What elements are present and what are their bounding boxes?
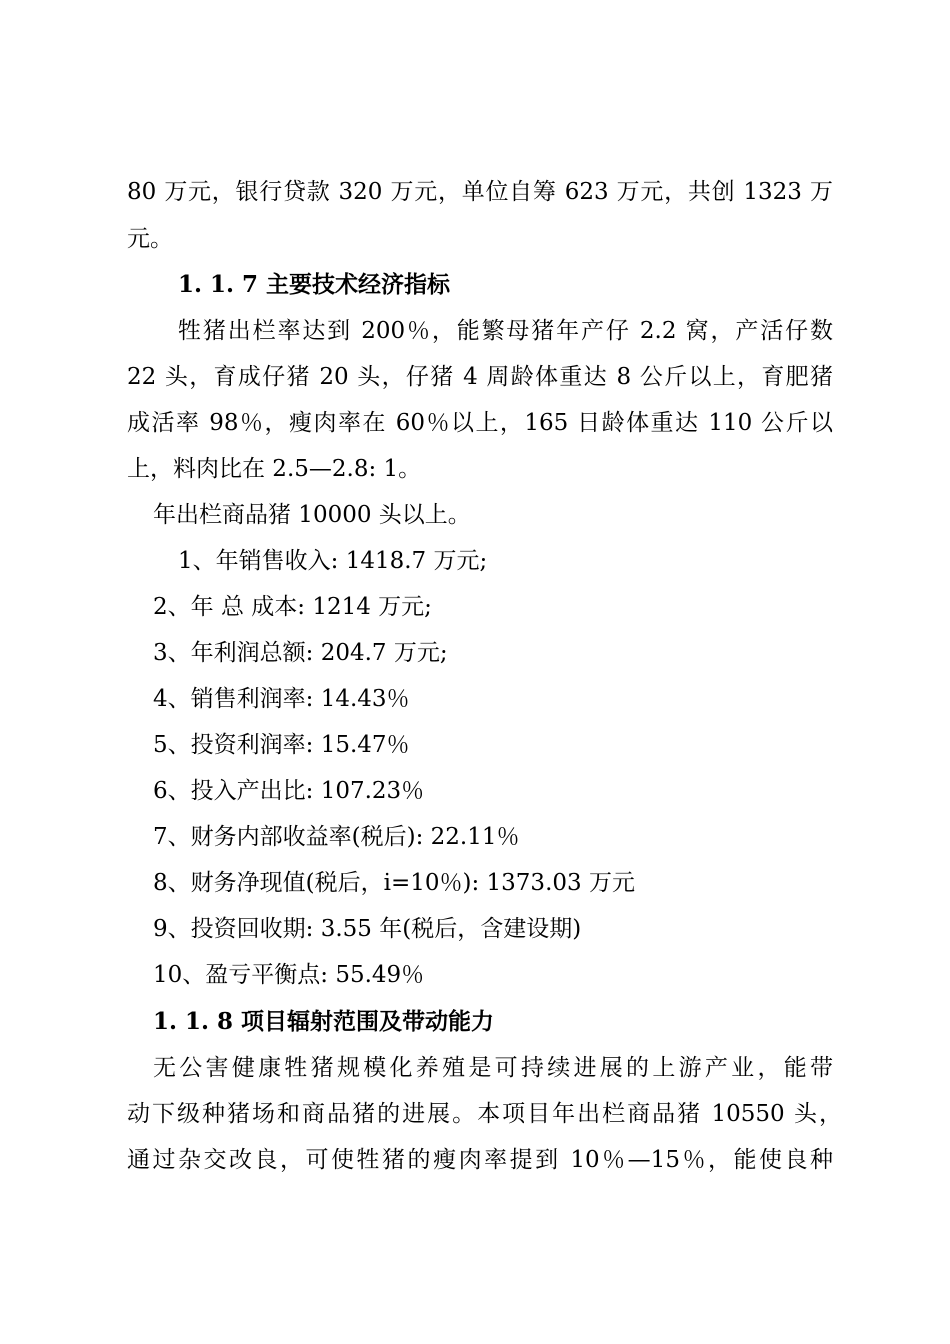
paragraph-line: 上，料肉比在 2.5—2.8: 1。 [127,456,422,482]
indicator-item: 8、财务净现值(税后，i=10％): 1373.03 万元 [153,870,635,896]
paragraph-line: 无公害健康牲猪规模化养殖是可持续进展的上游产业，能带 [153,1055,833,1081]
paragraph-line: 成活率 98％，瘦肉率在 60％以上，165 日龄体重达 110 公斤以 [127,410,833,436]
indicator-item: 7、财务内部收益率(税后): 22.11％ [153,824,520,850]
paragraph-line: 22 头，育成仔猪 20 头，仔猪 4 周龄体重达 8 公斤以上，育肥猪 [127,364,833,390]
indicator-item: 2、年 总 成本: 1214 万元; [153,594,432,620]
indicator-item: 10、盈亏平衡点: 55.49％ [153,962,425,988]
indicator-item: 9、投资回收期: 3.55 年(税后，含建设期) [153,916,582,942]
paragraph-line: 动下级种猪场和商品猪的进展。本项目年出栏商品猪 10550 头， [127,1101,842,1127]
paragraph-line: 80 万元，银行贷款 320 万元，单位自筹 623 万元，共创 1323 万 [127,179,833,205]
paragraph-line: 牲猪出栏率达到 200％，能繁母猪年产仔 2.2 窝，产活仔数 [178,318,833,344]
indicator-item: 3、年利润总额: 204.7 万元; [153,640,448,666]
section-heading-1-1-8: 1. 1. 8 项目辐射范围及带动能力 [153,1008,495,1035]
indicator-item: 4、销售利润率: 14.43％ [153,686,410,712]
indicator-item: 6、投入产出比: 107.23％ [153,778,425,804]
indicator-item: 1、年销售收入: 1418.7 万元; [178,548,488,574]
section-heading-1-1-7: 1. 1. 7 主要技术经济指标 [178,271,451,298]
paragraph-line: 年出栏商品猪 10000 头以上。 [153,502,471,528]
indicator-item: 5、投资利润率: 15.47％ [153,732,410,758]
paragraph-line: 通过杂交改良，可使牲猪的瘦肉率提到 10％—15％，能使良种 [127,1147,833,1173]
paragraph-line: 元。 [127,226,173,252]
